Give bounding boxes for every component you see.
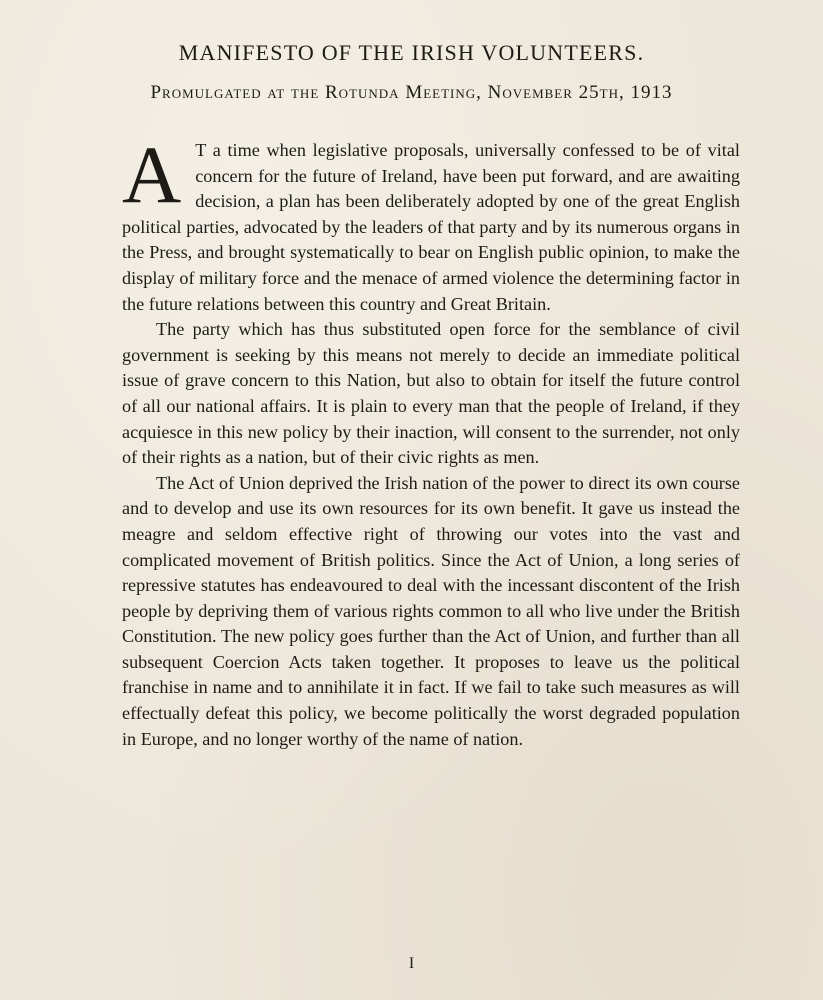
manifesto-body: [122, 129, 740, 752]
drop-cap: A: [122, 129, 182, 220]
document-title: MANIFESTO OF THE IRISH VOLUNTEERS.: [178, 40, 645, 65]
paragraph-3: The Act of Union deprived the Irish nation of the power to direct its own course and to develop and use its own resources for its own benefit. It gave us instead the meagre and seldom effective right of throwing our votes into the vast and complicated movement of British politics. Since the Act of Union, a long series of repressive statutes has endeavoured to deal with the incessant discontent of the Irish people by depriving them of various rights common to all who live under the British Constitution. The new policy goes further than the Act of Union, and further than all subsequent Coercion Acts taken together. It proposes to leave us the political franchise in name and to annihilate it in fact. If we fail to take such measures as will effectually defeat this policy, we become politically the worst degraded population in Europe, and no longer worthy of the name of nation.: [122, 472, 740, 749]
paragraph-1: [122, 129, 740, 317]
paragraph-1-text: T a time when legislative proposals, universally confessed to be of vital concern for the future of Ireland, have been put forward, and are awaiting decision, a plan has been deliberately adopted by one of the great English political parties, advocated by the leaders of that party and by its numerous organs in the Press, and brought systematically to bear on English public opinion, to make the display of military force and the menace of armed violence the determining factor in the future relations between this country and Great Britain.: [122, 140, 740, 314]
document-subtitle: Promulgated at the Rotunda Meeting, November 25th, 1913: [150, 82, 673, 103]
page-number: I: [408, 955, 415, 972]
paragraph-2: The party which has thus substituted open force for the semblance of civil government is seeking by this means not merely to decide an immediate political issue of grave concern to this Nation, but also to obtain for itself the future control of all our national affairs. It is plain to every man that the people of Ireland, if they acquiesce in this new policy by their inaction, will consent to the surrender, not only of their rights as a nation, but of their civic rights as men.: [122, 319, 740, 468]
